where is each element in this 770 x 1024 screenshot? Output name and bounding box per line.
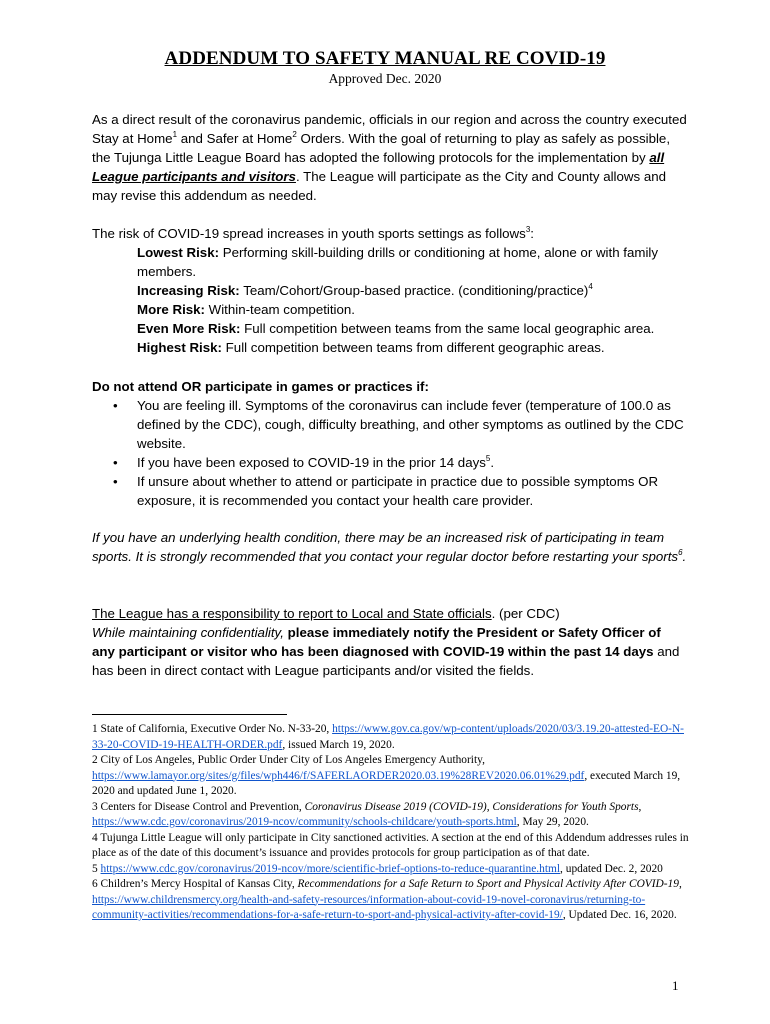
risk-section — [92, 224, 687, 357]
footnote-6-link[interactable]: https://www.childrensmercy.org/health-and-safety-resources/information-about-covid-19-novel-coronavirus/returning-to-community-activities/recommendations-for-a-safe-return-to-sport-and-physical-activity-after-covid-19/ — [92, 893, 646, 921]
attendance-list — [92, 396, 687, 510]
risk-item-even-more: Even More Risk: Full competition between teams from the same local geographic area. — [137, 321, 655, 336]
page-number: 1 — [672, 978, 679, 993]
risk-item-more: More Risk: Within-team competition. — [137, 302, 355, 317]
footnotes — [92, 722, 692, 924]
reporting-heading: The League has a responsibility to report to Local and State officials — [92, 606, 492, 621]
list-item: • If unsure about whether to attend or participate in practice due to possible symptoms OR exposure, it is recommended you contact your health care provider. — [137, 472, 687, 510]
intro-paragraph: As a direct result of the coronavirus pandemic, officials in our region and across the country executed Stay at Home$^1$ and Safer at Home$^2$ Orders. With the goal of returning to play as safely as possible, the Tujunga Little League Board has adopted the following protocols for the implementation by all League participants and visitors. The League will participate as the City and County allows and may revise this addendum as needed. — [92, 112, 687, 203]
footnote-3-link[interactable]: https://www.cdc.gov/coronavirus/2019-ncov/community/schools-childcare/youth-sports.html — [92, 816, 517, 828]
footnote-ref-6[interactable]: 6 — [678, 547, 683, 557]
list-item: • You are feeling ill. Symptoms of the coronavirus can include fever (temperature of 100.0 as defined by the CDC), cough, difficulty breathing, and other symptoms as outlined by the CDC website. — [137, 396, 687, 453]
list-item: • If you have been exposed to COVID-19 in the prior 14 days$^5$. — [137, 453, 687, 472]
risk-lead: The risk of COVID-19 spread increases in youth sports settings as follows$^3$: — [92, 224, 534, 241]
risk-item-highest: Highest Risk: Full competition between teams from different geographic areas. — [137, 340, 605, 355]
footnote-ref-2[interactable]: 2 — [292, 129, 297, 139]
emphasis-participants: all League participants and visitors — [92, 150, 665, 184]
footnote-4: 4 Tujunga Little League will only participate in City sanctioned activities. A section at the end of this Addendum addresses rules in place as of the date of this document’s issuance and provides protocols for group participation as of that date. — [92, 831, 689, 859]
risk-item-lowest: Lowest Risk: Performing skill-building drills or conditioning at home, alone or with family members. — [137, 245, 659, 279]
footnote-2-link[interactable]: https://www.lamayor.org/sites/g/files/wph446/f/SAFERLAORDER2020.03.19%28REV2020.06.01%29.pdf — [92, 769, 585, 782]
footnote-ref-5[interactable]: 5 — [485, 453, 491, 463]
footnote-5: 5 https://www.cdc.gov/coronavirus/2019-ncov/more/scientific-brief-options-to-reduce-quarantine.html, updated Dec. 2, 2020 — [92, 862, 663, 875]
footnote-ref-4[interactable]: 4 — [588, 281, 593, 291]
risk-item-increasing: Increasing Risk: Team/Cohort/Group-based practice. (conditioning/practice)$^4$ — [137, 281, 593, 298]
reporting-paragraph: The League has a responsibility to report to Local and State officials. (per CDC) While maintaining confidentiality, please immediately notify the President or Safety Officer of any participant or visitor who has been diagnosed with COVID-19 within the past 14 days and has been in direct contact with League participants and/or visited the fields. — [92, 606, 680, 678]
footnote-1: 1 State of California, Executive Order No. N-33-20, https://www.gov.ca.gov/wp-content/uploads/2020/03/3.19.20-attested-EO-N-33-20-COVID-19-HEALTH-ORDER.pdf, issued March 19, 2020. — [92, 723, 684, 751]
footnote-6: 6 Children’s Mercy Hospital of Kansas City, Recommendations for a Safe Return to Sport and Physical Activity After COVID-19, https://www.childrensmercy.org/health-and-safety-resources/information-about-covid-19-novel-coronavirus/returning-to-community-activities/recommendations-for-a-safe-return-to-sport-and-physical-activity-after-covid-19/, Updated Dec. 16, 2020. — [92, 878, 682, 921]
attendance-section — [92, 377, 687, 510]
footnote-1-link[interactable]: https://www.gov.ca.gov/wp-content/uploads/2020/03/3.19.20-attested-EO-N-33-20-COVID-19-HEALTH-ORDER.pdf — [92, 723, 684, 751]
footnote-ref-3[interactable]: 3 — [525, 224, 531, 234]
footnote-divider — [92, 714, 287, 715]
approval-date: Approved Dec. 2020 — [328, 71, 442, 86]
health-paragraph: If you have an underlying health condition, there may be an increased risk of participating in team sports. It is strongly recommended that you contact your regular doctor before restarting your sports$^6$. — [92, 530, 687, 564]
footnote-2: 2 City of Los Angeles, Public Order Under City of Los Angeles Emergency Authority, https://www.lamayor.org/sites/g/files/wph446/f/SAFERLAORDER2020.03.19%28REV2020.06.01%29.pdf, executed March 19, 2020 and updated June 1, 2020. — [92, 754, 681, 797]
footnote-ref-1[interactable]: 1 — [172, 129, 178, 139]
footnote-3: 3 Centers for Disease Control and Prevention, Coronavirus Disease 2019 (COVID-19), Considerations for Youth Sports, https://www.cdc.gov/coronavirus/2019-ncov/community/schools-childcare/youth-sports.html, May 29, 2020. — [92, 800, 642, 828]
attendance-heading: Do not attend OR participate in games or practices if: — [92, 379, 429, 394]
footnote-5-link[interactable]: https://www.cdc.gov/coronavirus/2019-ncov/more/scientific-brief-options-to-reduce-quarantine.html — [100, 862, 561, 875]
document-title: ADDENDUM TO SAFETY MANUAL RE COVID-19 — [164, 48, 606, 69]
